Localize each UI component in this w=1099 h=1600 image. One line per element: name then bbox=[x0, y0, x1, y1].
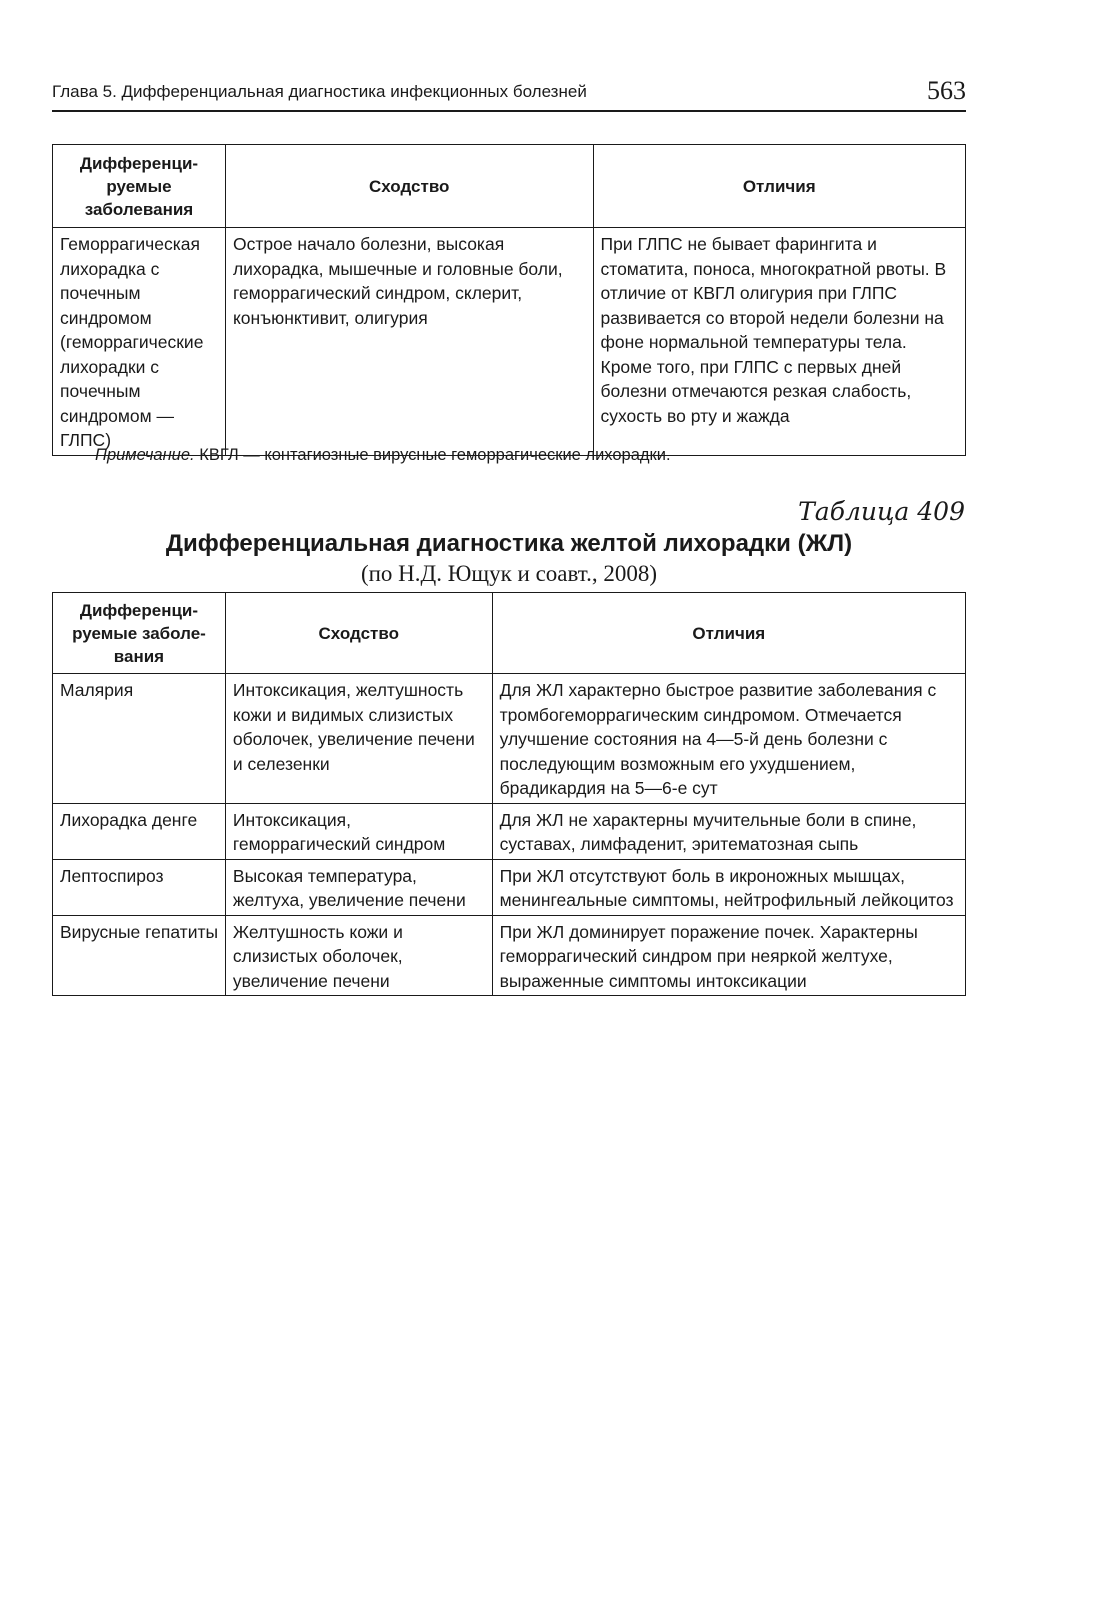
table-note bbox=[95, 446, 671, 465]
differences-cell: При ЖЛ доминирует поражение почек. Характерны геморрагический синдром при неяркой желтухе, выраженные симптомы интоксикации bbox=[492, 915, 965, 996]
column-header-differences: Отличия bbox=[593, 145, 966, 228]
chapter-title: Глава 5. Дифференциальная диагностика инфекционных болезней bbox=[52, 82, 587, 101]
running-header bbox=[52, 76, 966, 112]
table-title: Дифференциальная диагностика желтой лихорадки (ЖЛ) bbox=[165, 530, 853, 557]
differences-cell: Для ЖЛ не характерны мучительные боли в спине, суставах, лимфаденит, эритематозная сыпь bbox=[492, 803, 965, 859]
disease-cell: Малярия bbox=[53, 674, 226, 804]
column-header-disease: Дифференци-руемые заболе-вания bbox=[53, 593, 226, 674]
table-number-label: Таблица 409 bbox=[798, 497, 965, 526]
similarity-cell: Высокая температура, желтуха, увеличение печени bbox=[225, 859, 492, 915]
similarity-cell: Интоксикация, геморрагический синдром bbox=[225, 803, 492, 859]
column-header-disease: Дифференци-руемые заболевания bbox=[53, 145, 226, 228]
table-hfrs-differential bbox=[52, 144, 966, 456]
differences-cell: Для ЖЛ характерно быстрое развитие заболевания с тромбогеморрагическим синдромом. Отмечается улучшение состояния на 4—5-й день болезни с последующим возможным его ухудшением, брадикардия на 5—6-е сут bbox=[492, 674, 965, 804]
note-text: КВГЛ — контагиозные вирусные геморрагические лихорадки. bbox=[199, 446, 671, 464]
table-header-row bbox=[53, 593, 966, 674]
disease-cell: Лихорадка денге bbox=[53, 803, 226, 859]
table-yellow-fever-differential bbox=[52, 592, 966, 996]
table-row bbox=[53, 674, 966, 804]
similarity-cell: Интоксикация, желтушность кожи и видимых слизистых оболочек, увеличение печени и селезенки bbox=[225, 674, 492, 804]
table-row bbox=[53, 915, 966, 996]
table-subtitle: (по Н.Д. Ющук и соавт., 2008) bbox=[360, 561, 658, 586]
table-row bbox=[53, 228, 966, 456]
table-header-row bbox=[53, 145, 966, 228]
differences-cell: При ЖЛ отсутствуют боль в икроножных мышцах, менингеальные симптомы, нейтрофильный лейкоцитоз bbox=[492, 859, 965, 915]
disease-cell: Вирусные гепатиты bbox=[53, 915, 226, 996]
table-row bbox=[53, 859, 966, 915]
table-row bbox=[53, 803, 966, 859]
disease-cell: Лептоспироз bbox=[53, 859, 226, 915]
note-label: Примечание. bbox=[95, 446, 195, 464]
column-header-differences: Отличия bbox=[492, 593, 965, 674]
page-number: 563 bbox=[927, 76, 966, 105]
similarity-cell: Желтушность кожи и слизистых оболочек, увеличение печени bbox=[225, 915, 492, 996]
differences-cell: При ГЛПС не бывает фарингита и стоматита, поноса, многократной рвоты. В отличие от КВГЛ олигурия при ГЛПС развивается со второй недели болезни на фоне нормальной температуры тела. Кроме того, при ГЛПС с первых дней болезни отмечаются резкая слабость, сухость во рту и жажда bbox=[593, 228, 966, 456]
column-header-similarity: Сходство bbox=[225, 593, 492, 674]
similarity-cell: Острое начало болезни, высокая лихорадка, мышечные и головные боли, геморрагический синдром, склерит, конъюнктивит, олигурия bbox=[225, 228, 593, 456]
column-header-similarity: Сходство bbox=[225, 145, 593, 228]
disease-cell: Геморрагическая лихорадка с почечным синдромом (геморрагические лихорадки с почечным синдромом — ГЛПС) bbox=[53, 228, 226, 456]
